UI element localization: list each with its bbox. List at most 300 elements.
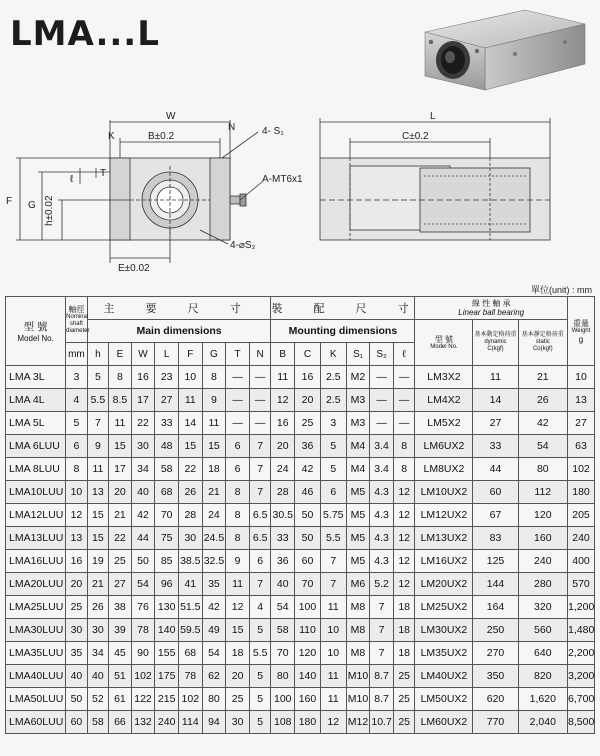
header-col-10: K — [320, 343, 346, 366]
table-cell: 12 — [393, 504, 415, 527]
table-cell: 6.5 — [249, 504, 271, 527]
table-cell: 16 — [295, 366, 321, 389]
model-cell: LMA 3L — [6, 366, 66, 389]
table-cell: — — [226, 366, 250, 389]
table-cell: 42 — [518, 412, 567, 435]
table-cell: 21 — [518, 366, 567, 389]
table-cell: 7 — [370, 642, 394, 665]
table-cell: M12 — [346, 711, 370, 734]
table-cell: 15 — [109, 435, 132, 458]
table-cell: 38.5 — [178, 550, 202, 573]
table-cell: 27 — [568, 412, 595, 435]
table-cell: 155 — [155, 642, 179, 665]
header-col-2: W — [131, 343, 155, 366]
table-cell: 5 — [87, 366, 108, 389]
header-lb-en: Linear ball bearing — [458, 308, 525, 317]
table-cell: 21 — [109, 504, 132, 527]
table-cell: 12 — [393, 527, 415, 550]
table-cell: 102 — [178, 688, 202, 711]
header-col-12: S₂ — [370, 343, 394, 366]
table-cell: 28 — [178, 504, 202, 527]
header-col-1: E — [109, 343, 132, 366]
header-weight-unit: g — [578, 334, 584, 344]
table-cell: 5.5 — [320, 527, 346, 550]
table-cell: 110 — [295, 619, 321, 642]
table-cell: 76 — [131, 596, 155, 619]
table-cell: 38 — [109, 596, 132, 619]
header-shaft-cjk: 軸徑 — [68, 304, 85, 314]
table-cell: 40 — [271, 573, 295, 596]
table-cell: 26 — [87, 596, 108, 619]
table-cell: 25 — [226, 688, 250, 711]
table-cell: 5 — [249, 619, 271, 642]
table-cell: 40 — [66, 665, 87, 688]
table-cell: 26 — [178, 481, 202, 504]
model-cell: LMA13LUU — [6, 527, 66, 550]
table-cell: 63 — [568, 435, 595, 458]
table-cell: 6 — [320, 481, 346, 504]
table-cell: 2.5 — [320, 389, 346, 412]
table-row — [6, 642, 595, 665]
table-cell: 24.5 — [202, 527, 226, 550]
table-cell: 770 — [473, 711, 518, 734]
table-cell: 11 — [178, 389, 202, 412]
table-row — [6, 504, 595, 527]
table-cell: 51 — [109, 665, 132, 688]
table-cell: 132 — [131, 711, 155, 734]
unit-label: 單位(unit) : mm — [530, 285, 592, 295]
table-cell: 27 — [473, 412, 518, 435]
table-cell: M5 — [346, 504, 370, 527]
header-main-cjk — [87, 297, 271, 320]
table-cell: LM25UX2 — [415, 596, 473, 619]
table-cell: 58 — [271, 619, 295, 642]
table-cell: 96 — [155, 573, 179, 596]
table-row — [6, 481, 595, 504]
table-cell: M5 — [346, 481, 370, 504]
header-shaft-en: Nominal shaft diameter — [66, 313, 90, 334]
table-row — [6, 665, 595, 688]
table-cell: 7 — [370, 596, 394, 619]
table-row — [6, 596, 595, 619]
table-cell: 25 — [393, 711, 415, 734]
header-mount-en — [271, 320, 415, 343]
header-col-0: h — [87, 343, 108, 366]
table-cell: 94 — [202, 711, 226, 734]
table-cell: 4.3 — [370, 481, 394, 504]
table-cell: 3.4 — [370, 435, 394, 458]
table-cell: 30 — [131, 435, 155, 458]
table-row — [6, 435, 595, 458]
table-cell: 80 — [271, 665, 295, 688]
header-shaft-unit: mm — [66, 343, 87, 366]
header-static-unit: Co(kgf) — [532, 346, 553, 352]
dim-label-N: N — [228, 122, 236, 133]
dim-label-L: L — [430, 111, 436, 122]
table-cell: 30 — [178, 527, 202, 550]
table-cell: 70 — [271, 642, 295, 665]
header-weight-en: Weight — [571, 327, 591, 334]
table-cell: 3 — [320, 412, 346, 435]
header-dynamic — [473, 320, 518, 366]
table-cell: 16 — [131, 366, 155, 389]
table-cell: 12 — [271, 389, 295, 412]
table-cell: 16 — [271, 412, 295, 435]
table-cell: 52 — [87, 688, 108, 711]
table-cell: 11 — [320, 688, 346, 711]
header-lb-model — [415, 320, 473, 366]
table-cell: 1,620 — [518, 688, 567, 711]
header-main-en-text: Main dimensions — [136, 325, 222, 337]
model-cell: LMA40LUU — [6, 665, 66, 688]
table-cell: 215 — [155, 688, 179, 711]
table-cell: 30 — [87, 619, 108, 642]
model-cell: LMA 6LUU — [6, 435, 66, 458]
table-cell: 30.5 — [271, 504, 295, 527]
table-cell: 320 — [518, 596, 567, 619]
table-cell: 7 — [320, 550, 346, 573]
dim-label-B: B±0.2 — [148, 131, 175, 142]
model-cell: LMA30LUU — [6, 619, 66, 642]
table-cell: 5.5 — [249, 642, 271, 665]
table-cell: 22 — [109, 527, 132, 550]
table-cell: 49 — [202, 619, 226, 642]
header-dynamic-unit: C(kgf) — [487, 346, 504, 352]
table-cell: 15 — [202, 435, 226, 458]
header-mount-cjk — [271, 297, 423, 320]
table-cell: 15 — [178, 435, 202, 458]
table-cell: 17 — [109, 458, 132, 481]
table-cell: 100 — [295, 596, 321, 619]
table-cell: 50 — [66, 688, 87, 711]
header-lb — [415, 297, 568, 320]
header-static-en: static — [535, 339, 550, 345]
table-cell: 11 — [226, 573, 250, 596]
table-cell: 14 — [178, 412, 202, 435]
table-cell: 5.2 — [370, 573, 394, 596]
header-main-cjk-text: 主 要 尺 寸 — [103, 303, 255, 315]
table-cell: 240 — [155, 711, 179, 734]
table-cell: LM30UX2 — [415, 619, 473, 642]
table-cell: 6.5 — [249, 527, 271, 550]
model-cell: LMA16LUU — [6, 550, 66, 573]
table-cell: 78 — [178, 665, 202, 688]
table-row — [6, 389, 595, 412]
table-cell: M3 — [346, 389, 370, 412]
table-cell: 8 — [109, 366, 132, 389]
header-col-4: F — [178, 343, 202, 366]
header-main-en — [87, 320, 271, 343]
table-cell: — — [393, 412, 415, 435]
table-cell: 12 — [320, 711, 346, 734]
table-cell: 3.4 — [370, 458, 394, 481]
model-cell: LMA20LUU — [6, 573, 66, 596]
table-cell: 270 — [473, 642, 518, 665]
table-cell: 7 — [320, 573, 346, 596]
table-cell: — — [249, 366, 271, 389]
table-cell: 175 — [155, 665, 179, 688]
table-cell: 4.3 — [370, 504, 394, 527]
table-cell: 15 — [226, 619, 250, 642]
model-cell: LMA 5L — [6, 412, 66, 435]
table-row — [6, 366, 595, 389]
table-cell: 160 — [518, 527, 567, 550]
table-cell: 45 — [109, 642, 132, 665]
table-cell: 34 — [87, 642, 108, 665]
model-cell: LMA60LUU — [6, 711, 66, 734]
table-cell: 140 — [155, 619, 179, 642]
model-cell: LMA25LUU — [6, 596, 66, 619]
dim-label-h: h±0.02 — [44, 195, 55, 226]
table-cell: 54 — [271, 596, 295, 619]
table-cell: 8.7 — [370, 688, 394, 711]
header-col-9: C — [295, 343, 321, 366]
table-cell: M2 — [346, 366, 370, 389]
table-cell: 8 — [226, 504, 250, 527]
table-cell: 50 — [295, 527, 321, 550]
table-cell: 17 — [131, 389, 155, 412]
table-cell: 44 — [473, 458, 518, 481]
table-cell: 8 — [226, 527, 250, 550]
table-cell: 280 — [518, 573, 567, 596]
header-col-11: S₁ — [346, 343, 370, 366]
table-cell: LM35UX2 — [415, 642, 473, 665]
table-cell: 60 — [295, 550, 321, 573]
table-cell: 11 — [87, 458, 108, 481]
table-cell: 18 — [393, 642, 415, 665]
table-cell: 240 — [568, 527, 595, 550]
table-cell: 61 — [109, 688, 132, 711]
header-col-6: T — [226, 343, 250, 366]
table-cell: 11 — [320, 596, 346, 619]
table-cell: 2.5 — [320, 366, 346, 389]
table-cell: 54 — [131, 573, 155, 596]
table-cell: LM50UX2 — [415, 688, 473, 711]
table-cell: M8 — [346, 619, 370, 642]
table-cell: 12 — [393, 550, 415, 573]
table-cell: 10 — [320, 619, 346, 642]
table-cell: 34 — [131, 458, 155, 481]
header-weight-cjk: 重量 — [573, 318, 589, 328]
table-cell: 640 — [518, 642, 567, 665]
table-cell: 51.5 — [178, 596, 202, 619]
table-cell: 78 — [131, 619, 155, 642]
table-cell: 36 — [295, 435, 321, 458]
table-row — [6, 550, 595, 573]
header-model-en: Model No. — [17, 334, 54, 343]
table-cell: 7 — [249, 458, 271, 481]
spec-table — [5, 296, 595, 734]
table-cell: 100 — [271, 688, 295, 711]
header-model-cjk: 型 號 — [23, 321, 48, 333]
table-cell: M5 — [346, 550, 370, 573]
table-row — [6, 412, 595, 435]
header-dynamic-en: dynamic — [484, 339, 507, 345]
table-cell: 4.3 — [370, 527, 394, 550]
table-cell: 62 — [202, 665, 226, 688]
table-cell: 24 — [202, 504, 226, 527]
table-cell: 60 — [66, 711, 87, 734]
table-cell: 5 — [66, 412, 87, 435]
table-cell: 160 — [295, 688, 321, 711]
table-cell: 6 — [249, 550, 271, 573]
table-cell: 28 — [271, 481, 295, 504]
table-cell: 67 — [473, 504, 518, 527]
table-cell: 560 — [518, 619, 567, 642]
table-cell: 20 — [226, 665, 250, 688]
table-cell: — — [249, 389, 271, 412]
table-cell: M6 — [346, 573, 370, 596]
table-cell: 5.75 — [320, 504, 346, 527]
header-lb-model-cjk: 型 號 — [434, 334, 454, 344]
table-cell: 54 — [202, 642, 226, 665]
table-cell: 36 — [271, 550, 295, 573]
table-cell: 20 — [109, 481, 132, 504]
table-cell: 12 — [393, 481, 415, 504]
dim-label-W: W — [166, 111, 176, 122]
table-cell: 11 — [109, 412, 132, 435]
table-cell: 8 — [393, 458, 415, 481]
table-cell: 6 — [226, 458, 250, 481]
table-cell: 180 — [295, 711, 321, 734]
table-cell: — — [393, 389, 415, 412]
table-cell: 40 — [131, 481, 155, 504]
table-cell: 25 — [109, 550, 132, 573]
table-cell: 6,700 — [568, 688, 595, 711]
dim-label-F: F — [6, 196, 13, 207]
technical-drawing — [0, 108, 600, 280]
table-cell: 7 — [87, 412, 108, 435]
table-cell: 164 — [473, 596, 518, 619]
table-cell: 27 — [109, 573, 132, 596]
table-cell: LM60UX2 — [415, 711, 473, 734]
table-cell: 102 — [131, 665, 155, 688]
table-cell: 42 — [295, 458, 321, 481]
table-cell: 18 — [393, 596, 415, 619]
table-cell: 15 — [87, 504, 108, 527]
table-cell: 12 — [226, 596, 250, 619]
product-photo — [405, 2, 595, 108]
table-cell: 19 — [87, 550, 108, 573]
table-cell: LM12UX2 — [415, 504, 473, 527]
dim-label-S2: 4-⌀S₂ — [230, 240, 256, 251]
table-cell: 4 — [66, 389, 87, 412]
table-cell: M3 — [346, 412, 370, 435]
table-cell: 21 — [202, 481, 226, 504]
table-cell: 10 — [178, 366, 202, 389]
table-cell: 33 — [473, 435, 518, 458]
table-cell: — — [370, 389, 394, 412]
table-cell: 180 — [568, 481, 595, 504]
table-cell: 68 — [155, 481, 179, 504]
table-cell: 42 — [202, 596, 226, 619]
table-cell: 70 — [295, 573, 321, 596]
table-cell: M10 — [346, 688, 370, 711]
header-col-3: L — [155, 343, 179, 366]
table-cell: 10.7 — [370, 711, 394, 734]
table-cell: 46 — [295, 481, 321, 504]
header-shaft — [66, 297, 90, 343]
page-title: LMA...L — [10, 14, 160, 54]
table-row — [6, 711, 595, 734]
table-cell: 10 — [568, 366, 595, 389]
table-cell: 108 — [271, 711, 295, 734]
table-cell: 11 — [320, 665, 346, 688]
table-cell: — — [393, 366, 415, 389]
table-row — [6, 688, 595, 711]
table-cell: 5 — [320, 435, 346, 458]
header-dynamic-cjk: 基本動定格荷重 — [474, 332, 517, 338]
table-cell: — — [226, 389, 250, 412]
table-cell: 35 — [202, 573, 226, 596]
table-cell: M10 — [346, 665, 370, 688]
table-cell: 44 — [131, 527, 155, 550]
table-cell: 9 — [87, 435, 108, 458]
table-cell: — — [226, 412, 250, 435]
table-cell: 80 — [202, 688, 226, 711]
table-cell: 83 — [473, 527, 518, 550]
table-cell: 8.5 — [109, 389, 132, 412]
table-cell: 240 — [518, 550, 567, 573]
table-cell: LM5X2 — [415, 412, 473, 435]
header-mount-cjk-text: 裝 配 尺 寸 — [271, 303, 423, 315]
table-cell: LM40UX2 — [415, 665, 473, 688]
model-cell: LMA 4L — [6, 389, 66, 412]
table-cell: 8,500 — [568, 711, 595, 734]
table-cell: 26 — [518, 389, 567, 412]
table-cell: 102 — [568, 458, 595, 481]
table-cell: LM6UX2 — [415, 435, 473, 458]
table-cell: 33 — [155, 412, 179, 435]
table-cell: LM3X2 — [415, 366, 473, 389]
table-cell: 8 — [393, 435, 415, 458]
table-cell: 120 — [518, 504, 567, 527]
table-cell: 85 — [155, 550, 179, 573]
table-cell: 122 — [131, 688, 155, 711]
dim-label-G: G — [28, 200, 36, 211]
dim-label-MT: A-MT6x1 — [262, 174, 303, 185]
table-cell: 5 — [320, 458, 346, 481]
model-cell: LMA12LUU — [6, 504, 66, 527]
table-cell: 8 — [202, 366, 226, 389]
table-cell: 820 — [518, 665, 567, 688]
table-cell: 620 — [473, 688, 518, 711]
header-lb-model-en: Model No. — [430, 343, 458, 350]
table-cell: M8 — [346, 596, 370, 619]
table-cell: 7 — [249, 481, 271, 504]
table-cell: 27 — [155, 389, 179, 412]
table-cell: 32.5 — [202, 550, 226, 573]
table-cell: 90 — [131, 642, 155, 665]
table-cell: M5 — [346, 527, 370, 550]
dim-label-l: ℓ — [70, 174, 74, 185]
table-cell: 130 — [155, 596, 179, 619]
table-cell: 12 — [66, 504, 87, 527]
table-cell: M4 — [346, 435, 370, 458]
spec-table-body — [6, 366, 595, 734]
table-cell: 18 — [202, 458, 226, 481]
table-cell: 205 — [568, 504, 595, 527]
table-cell: 25 — [66, 596, 87, 619]
table-cell: 4.3 — [370, 550, 394, 573]
header-static-cjk: 基本靜定格荷重 — [521, 332, 564, 338]
table-cell: 42 — [131, 504, 155, 527]
table-cell: 13 — [87, 481, 108, 504]
table-cell: 8 — [226, 481, 250, 504]
table-cell: 144 — [473, 573, 518, 596]
table-cell: LM13UX2 — [415, 527, 473, 550]
table-cell: 30 — [226, 711, 250, 734]
